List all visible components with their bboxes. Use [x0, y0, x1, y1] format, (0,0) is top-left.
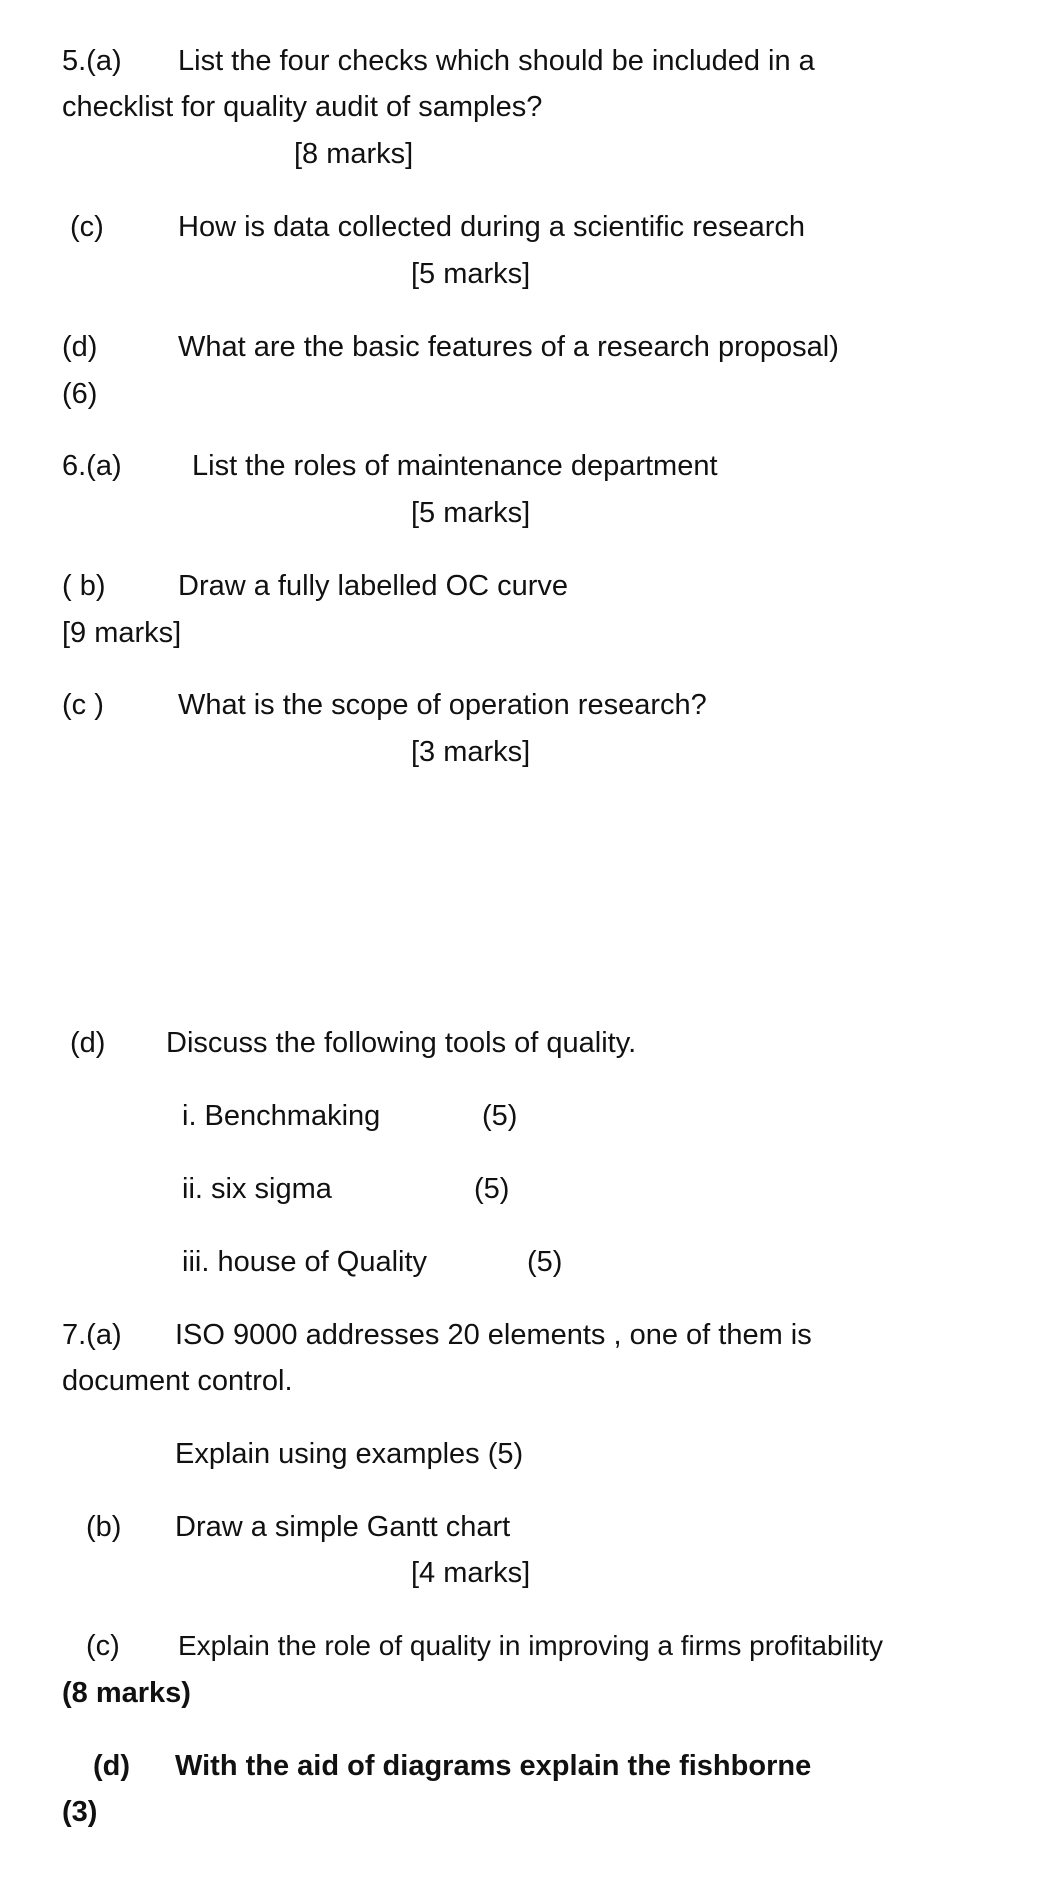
q6c-text: What is the scope of operation research?: [178, 689, 707, 721]
q7a-text-line3: Explain using examples (5): [175, 1438, 524, 1470]
q7d-label: (d): [93, 1750, 131, 1782]
q7b-text: Draw a simple Gantt chart: [175, 1511, 511, 1543]
q5c-marks: [5 marks]: [411, 258, 531, 290]
q5a-text-line1: List the four checks which should be included in a: [178, 45, 815, 77]
q5a-label: 5.(a): [62, 45, 122, 77]
q5d-label: (d): [62, 331, 98, 363]
q7d-text: With the aid of diagrams explain the fishborne: [175, 1750, 812, 1782]
q7a-text-line1: ISO 9000 addresses 20 elements , one of them is: [175, 1319, 812, 1351]
q7b-label: (b): [86, 1511, 122, 1543]
q6d-item-2-marks: (5): [474, 1173, 510, 1205]
q6a-text: List the roles of maintenance department: [192, 450, 718, 482]
q7a-label: 7.(a): [62, 1319, 122, 1351]
q5c-text: How is data collected during a scientific research: [178, 211, 806, 243]
q7d-marks: (3): [62, 1796, 98, 1828]
q6d-item-3-marks: (5): [527, 1246, 563, 1278]
q6b-text: Draw a fully labelled OC curve: [178, 570, 569, 602]
q7c-text: Explain the role of quality in improving a firms profitability: [178, 1630, 883, 1661]
q6d-text: Discuss the following tools of quality.: [166, 1027, 637, 1059]
q5d-marks: (6): [62, 378, 98, 410]
q6a-marks: [5 marks]: [411, 497, 531, 529]
q6d-item-2-text: ii. six sigma: [182, 1173, 332, 1205]
q6c-marks: [3 marks]: [411, 736, 531, 768]
q6b-marks: [9 marks]: [62, 617, 182, 649]
q6c-label: (c ): [62, 689, 104, 721]
q5d-text: What are the basic features of a research proposal): [178, 331, 839, 363]
q7b-marks: [4 marks]: [411, 1557, 531, 1589]
q5a-text-line2: checklist for quality audit of samples?: [62, 91, 543, 123]
q6d-item-1-text: i. Benchmaking: [182, 1100, 381, 1132]
q5a-marks: [8 marks]: [294, 138, 414, 170]
q6d-label: (d): [70, 1027, 106, 1059]
q7c-label: (c): [86, 1630, 120, 1662]
q6d-item-3-text: iii. house of Quality: [182, 1246, 428, 1278]
q7c-marks: (8 marks): [62, 1677, 191, 1709]
q6a-label: 6.(a): [62, 450, 122, 482]
q6d-item-1-marks: (5): [482, 1100, 518, 1132]
q7a-text-line2: document control.: [62, 1365, 293, 1397]
q5c-label: (c): [70, 211, 104, 243]
q6b-label: ( b): [62, 570, 106, 602]
